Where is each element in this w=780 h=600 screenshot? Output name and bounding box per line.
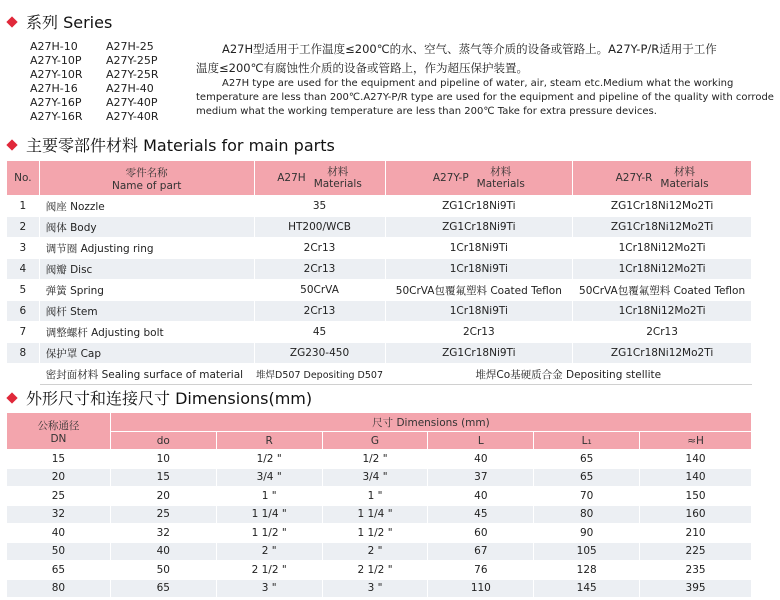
- dimension-cell: 76: [428, 561, 534, 580]
- material-row: [7, 343, 752, 364]
- material-cell-no: 3: [7, 238, 40, 259]
- dimension-cell: 25: [7, 487, 111, 506]
- dimension-row: [7, 542, 752, 561]
- dimension-cell: 20: [7, 468, 111, 487]
- dimension-cell: 105: [534, 542, 640, 561]
- series-desc-cn-2: 温度≤200℃有腐蚀性介质的设备或管路上，作为超压保护装置。: [196, 61, 528, 75]
- dimension-cell: 60: [428, 524, 534, 543]
- dimension-cell: 32: [7, 505, 111, 524]
- dimensions-column-row: [7, 432, 752, 450]
- dimension-cell: 1 1/4 ": [322, 505, 428, 524]
- materials-table: [6, 160, 752, 385]
- series-desc-cn-1: A27H型适用于工作温度≤200℃的水、空气、蒸气等介质的设备或管路上。A27Y-P/R适用于工作: [222, 42, 717, 56]
- header-no: No.: [7, 161, 40, 196]
- dimensions-header-row: [7, 413, 752, 432]
- header-part-cn: 零件名称: [125, 166, 168, 179]
- material-cell-a27h: 50CrVA: [254, 280, 385, 301]
- material-cell-a27h: 45: [254, 322, 385, 343]
- model-item: A27H-25: [106, 40, 154, 53]
- header-part-en: Name of part: [112, 179, 182, 192]
- materials-header-row: [7, 161, 752, 196]
- header-a27yr-mat-cn: 材料: [673, 166, 695, 178]
- material-cell-a27yr: 50CrVA包覆氟塑料 Coated Teflon: [573, 280, 752, 301]
- dimensions-table: [6, 412, 752, 598]
- header-a27yp-model: A27Y-P: [432, 172, 469, 184]
- material-cell-a27h: 2Cr13: [254, 301, 385, 322]
- model-item: A27Y-25P: [106, 54, 158, 67]
- material-cell-no: 6: [7, 301, 40, 322]
- dimension-cell: 40: [110, 542, 216, 561]
- material-cell-a27h: 2Cr13: [254, 259, 385, 280]
- dimension-cell: 110: [428, 579, 534, 598]
- series-desc-en-1: A27H type are used for the equipment and pipeline of water, air, steam etc.Medium what the working: [222, 78, 734, 89]
- model-item: A27Y-40R: [106, 110, 159, 123]
- dimension-cell: 20: [110, 487, 216, 506]
- material-cell-no: 1: [7, 196, 40, 217]
- material-cell-no: 8: [7, 343, 40, 364]
- header-dimensions-group: 尺寸 Dimensions (mm): [110, 413, 751, 432]
- sealing-label: 密封面材料 Sealing surface of material: [39, 364, 254, 385]
- dim-col-header: L₁: [534, 432, 640, 450]
- dimension-row: [7, 579, 752, 598]
- dimension-cell: 1 ": [216, 487, 322, 506]
- material-row: [7, 259, 752, 280]
- dimension-cell: 1 1/2 ": [216, 524, 322, 543]
- material-cell-part: 调节圈 Adjusting ring: [39, 238, 254, 259]
- red-diamond-icon: [6, 139, 17, 150]
- material-cell-a27h: HT200/WCB: [254, 217, 385, 238]
- dim-col-header: L: [428, 432, 534, 450]
- material-cell-a27yp: 1Cr18Ni9Ti: [385, 301, 573, 322]
- header-a27yp-mat-cn: 材料: [490, 166, 512, 178]
- header-a27yp-mat-en: Materials: [476, 178, 525, 190]
- dimension-cell: 1/2 ": [322, 450, 428, 469]
- dimension-cell: 40: [428, 487, 534, 506]
- materials-title: 主要零部件材料 Materials for main parts: [26, 136, 335, 155]
- material-row: [7, 196, 752, 217]
- material-cell-a27h: ZG230-450: [254, 343, 385, 364]
- dimension-cell: 10: [110, 450, 216, 469]
- dimension-cell: 140: [640, 450, 752, 469]
- material-row: [7, 217, 752, 238]
- material-cell-a27yp: ZG1Cr18Ni9Ti: [385, 196, 573, 217]
- dim-col-header: ≈H: [640, 432, 752, 450]
- model-item: A27H-16: [30, 82, 78, 95]
- dimension-cell: 210: [640, 524, 752, 543]
- sealing-a27h: 堆焊D507 Depositing D507: [254, 364, 385, 385]
- red-diamond-icon: [6, 16, 17, 27]
- model-item: A27Y-25R: [106, 68, 159, 81]
- dimension-cell: 2 1/2 ": [216, 561, 322, 580]
- header-a27h: [254, 161, 385, 196]
- dimension-cell: 65: [110, 579, 216, 598]
- dimension-cell: 15: [110, 468, 216, 487]
- dimension-cell: 37: [428, 468, 534, 487]
- dimension-cell: 25: [110, 505, 216, 524]
- material-cell-a27yp: 2Cr13: [385, 322, 573, 343]
- series-title: 系列 Series: [26, 13, 113, 32]
- dimension-cell: 3 ": [322, 579, 428, 598]
- material-cell-part: 阀座 Nozzle: [39, 196, 254, 217]
- model-item: A27Y-10R: [30, 68, 83, 81]
- material-cell-part: 保护罩 Cap: [39, 343, 254, 364]
- material-cell-a27yr: 2Cr13: [573, 322, 752, 343]
- header-a27h-model: A27H: [277, 172, 306, 184]
- red-diamond-icon: [6, 392, 17, 403]
- series-section-heading: [8, 10, 112, 33]
- header-a27yr-model: A27Y-R: [615, 172, 653, 184]
- header-dn: [7, 413, 111, 450]
- dim-col-header: G: [322, 432, 428, 450]
- material-cell-part: 阀杆 Stem: [39, 301, 254, 322]
- dimension-cell: 70: [534, 487, 640, 506]
- material-row: [7, 301, 752, 322]
- dimension-cell: 140: [640, 468, 752, 487]
- model-item: A27Y-10P: [30, 54, 82, 67]
- material-cell-no: 7: [7, 322, 40, 343]
- dimension-cell: 3 ": [216, 579, 322, 598]
- header-a27yp: [385, 161, 573, 196]
- sealing-a27y: 堆焊Co基硬质合金 Depositing stellite: [385, 364, 752, 385]
- sealing-row: [7, 364, 752, 385]
- material-row: [7, 280, 752, 301]
- materials-section-heading: [8, 133, 335, 156]
- material-cell-a27yr: ZG1Cr18Ni12Mo2Ti: [573, 196, 752, 217]
- dimension-cell: 50: [7, 542, 111, 561]
- dimension-cell: 1 1/2 ": [322, 524, 428, 543]
- material-cell-part: 弹簧 Spring: [39, 280, 254, 301]
- material-cell-no: 2: [7, 217, 40, 238]
- dimension-cell: 15: [7, 450, 111, 469]
- material-cell-a27yr: 1Cr18Ni12Mo2Ti: [573, 259, 752, 280]
- dimension-cell: 1/2 ": [216, 450, 322, 469]
- dimension-cell: 65: [7, 561, 111, 580]
- dimension-cell: 2 ": [216, 542, 322, 561]
- model-item: A27Y-16R: [30, 110, 83, 123]
- header-part: [39, 161, 254, 196]
- material-cell-a27h: 2Cr13: [254, 238, 385, 259]
- series-desc-en-2: temperature are less than 200℃.A27Y-P/R type are used for the equipment and pipeline of the quality with corrode: [196, 92, 774, 103]
- series-desc-en-3: medium what the working temperature are less than 200℃ Take for extra pressure devices.: [196, 106, 657, 117]
- material-cell-a27yr: 1Cr18Ni12Mo2Ti: [573, 301, 752, 322]
- dimension-cell: 160: [640, 505, 752, 524]
- dimension-cell: 225: [640, 542, 752, 561]
- header-dn-cn: 公称通径: [37, 419, 80, 432]
- header-dn-en: DN: [50, 432, 67, 445]
- material-cell-a27yp: 1Cr18Ni9Ti: [385, 238, 573, 259]
- model-list: [30, 40, 186, 124]
- dimension-cell: 32: [110, 524, 216, 543]
- material-cell-no: 4: [7, 259, 40, 280]
- dimension-cell: 2 1/2 ": [322, 561, 428, 580]
- dimension-row: [7, 450, 752, 469]
- dimension-cell: 65: [534, 450, 640, 469]
- dimension-cell: 150: [640, 487, 752, 506]
- dimension-cell: 3/4 ": [216, 468, 322, 487]
- dimension-cell: 128: [534, 561, 640, 580]
- material-cell-part: 调整螺杆 Adjusting bolt: [39, 322, 254, 343]
- model-item: A27H-40: [106, 82, 154, 95]
- dimension-cell: 45: [428, 505, 534, 524]
- dimension-cell: 50: [110, 561, 216, 580]
- dimension-row: [7, 487, 752, 506]
- dimension-row: [7, 561, 752, 580]
- dimension-cell: 65: [534, 468, 640, 487]
- dimension-cell: 80: [534, 505, 640, 524]
- material-cell-a27yp: 1Cr18Ni9Ti: [385, 259, 573, 280]
- material-cell-a27yp: 50CrVA包覆氟塑料 Coated Teflon: [385, 280, 573, 301]
- model-item: A27Y-16P: [30, 96, 82, 109]
- material-cell-part: 阀瓣 Disc: [39, 259, 254, 280]
- dimension-cell: 145: [534, 579, 640, 598]
- material-row: [7, 238, 752, 259]
- material-cell-a27yr: ZG1Cr18Ni12Mo2Ti: [573, 343, 752, 364]
- dimension-cell: 80: [7, 579, 111, 598]
- header-a27yr: [573, 161, 752, 196]
- material-row: [7, 322, 752, 343]
- model-item: A27Y-40P: [106, 96, 158, 109]
- dimension-cell: 40: [7, 524, 111, 543]
- dimension-cell: 1 1/4 ": [216, 505, 322, 524]
- dimension-cell: 1 ": [322, 487, 428, 506]
- material-cell-a27yp: ZG1Cr18Ni9Ti: [385, 343, 573, 364]
- dimension-row: [7, 468, 752, 487]
- dimension-cell: 235: [640, 561, 752, 580]
- material-cell-a27h: 35: [254, 196, 385, 217]
- dimensions-title: 外形尺寸和连接尺寸 Dimensions(mm): [26, 389, 313, 408]
- material-cell-a27yr: 1Cr18Ni12Mo2Ti: [573, 238, 752, 259]
- material-cell-part: 阀体 Body: [39, 217, 254, 238]
- dim-col-header: R: [216, 432, 322, 450]
- dimension-cell: 90: [534, 524, 640, 543]
- dimension-row: [7, 505, 752, 524]
- material-cell-a27yp: ZG1Cr18Ni9Ti: [385, 217, 573, 238]
- header-a27yr-mat-en: Materials: [660, 178, 709, 190]
- dimension-cell: 2 ": [322, 542, 428, 561]
- dimension-cell: 3/4 ": [322, 468, 428, 487]
- header-a27h-mat-cn: 材料: [327, 166, 349, 178]
- header-a27h-mat-en: Materials: [313, 178, 362, 190]
- dimension-cell: 40: [428, 450, 534, 469]
- material-cell-no: 5: [7, 280, 40, 301]
- dimension-cell: 67: [428, 542, 534, 561]
- dim-col-header: do: [110, 432, 216, 450]
- dimensions-section-heading: [8, 386, 312, 409]
- material-cell-a27yr: ZG1Cr18Ni12Mo2Ti: [573, 217, 752, 238]
- model-item: A27H-10: [30, 40, 78, 53]
- dimension-row: [7, 524, 752, 543]
- dimension-cell: 395: [640, 579, 752, 598]
